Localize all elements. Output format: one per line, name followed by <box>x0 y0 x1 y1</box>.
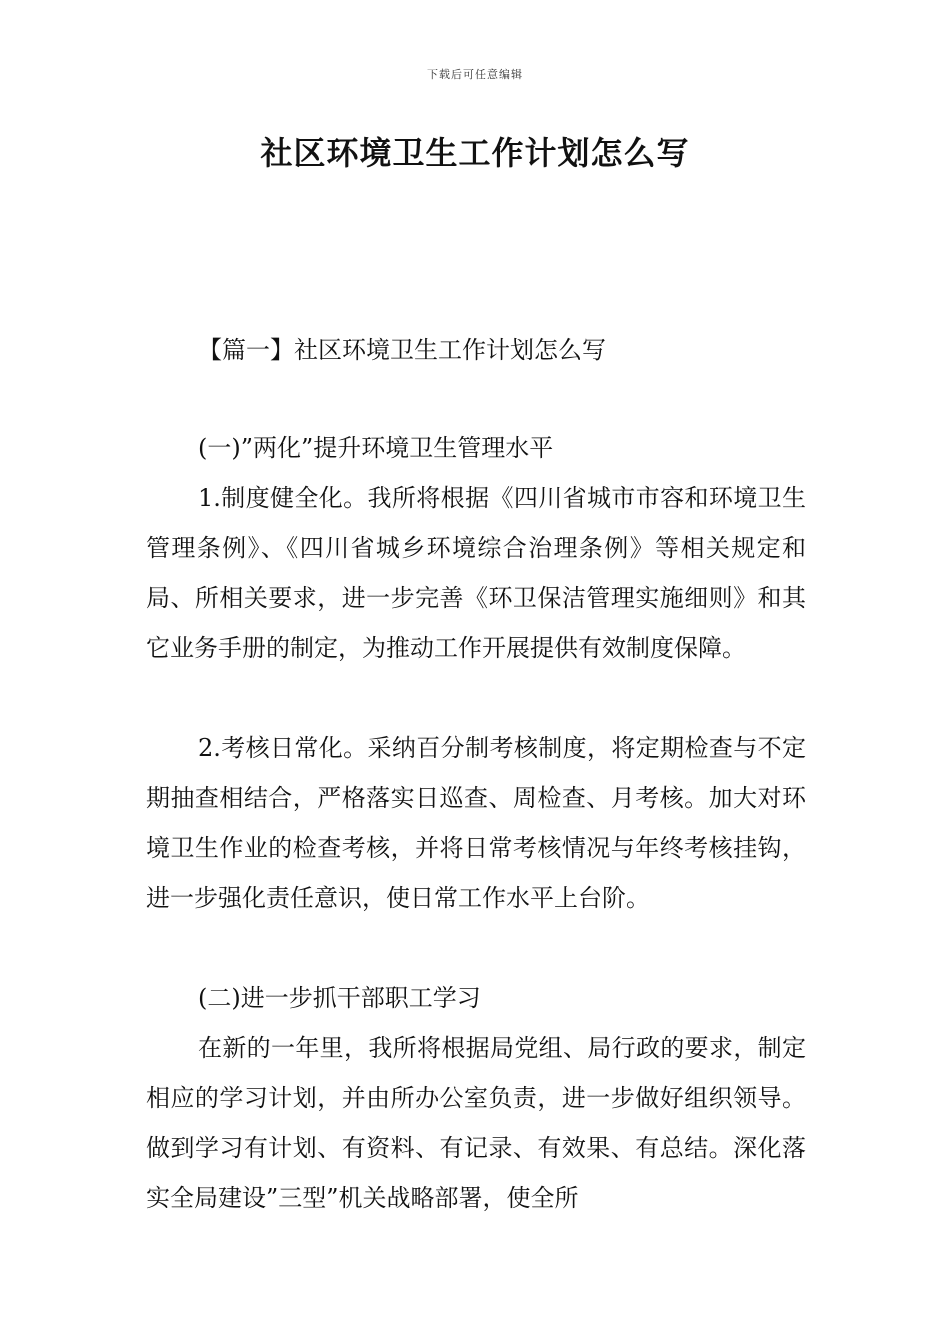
section-heading-2: (二)进一步抓干部职工学习 <box>198 984 481 1012</box>
part-heading: 【篇一】社区环境卫生工作计划怎么写 <box>198 336 606 364</box>
document-title: 社区环境卫生工作计划怎么写 <box>260 134 690 172</box>
paragraph-institution: 1.制度健全化。我所将根据《四川省城市市容和环境卫生管理条例》、《四川省城乡环境综合治理条例》等相关规定和局、所相关要求，进一步完善《环卫保洁管理实施细则》和其它业务手册的制定，为推动工作开展提供有效制度保障。 <box>146 484 806 662</box>
paragraph-assessment: 2.考核日常化。采纳百分制考核制度，将定期检查与不定期抽查相结合，严格落实日巡查、周检查、月考核。加大对环境卫生作业的检查考核，并将日常考核情况与年终考核挂钩，进一步强化责任意识，使日常工作水平上台阶。 <box>146 734 806 912</box>
paragraph-study: 在新的一年里，我所将根据局党组、局行政的要求，制定相应的学习计划，并由所办公室负责，进一步做好组织领导。做到学习有计划、有资料、有记录、有效果、有总结。深化落实全局建设”三型”机关战略部署，使全所 <box>146 1034 806 1212</box>
header-note: 下载后可任意编辑 <box>427 68 523 81</box>
section-heading-1: (一)”两化”提升环境卫生管理水平 <box>198 434 554 462</box>
